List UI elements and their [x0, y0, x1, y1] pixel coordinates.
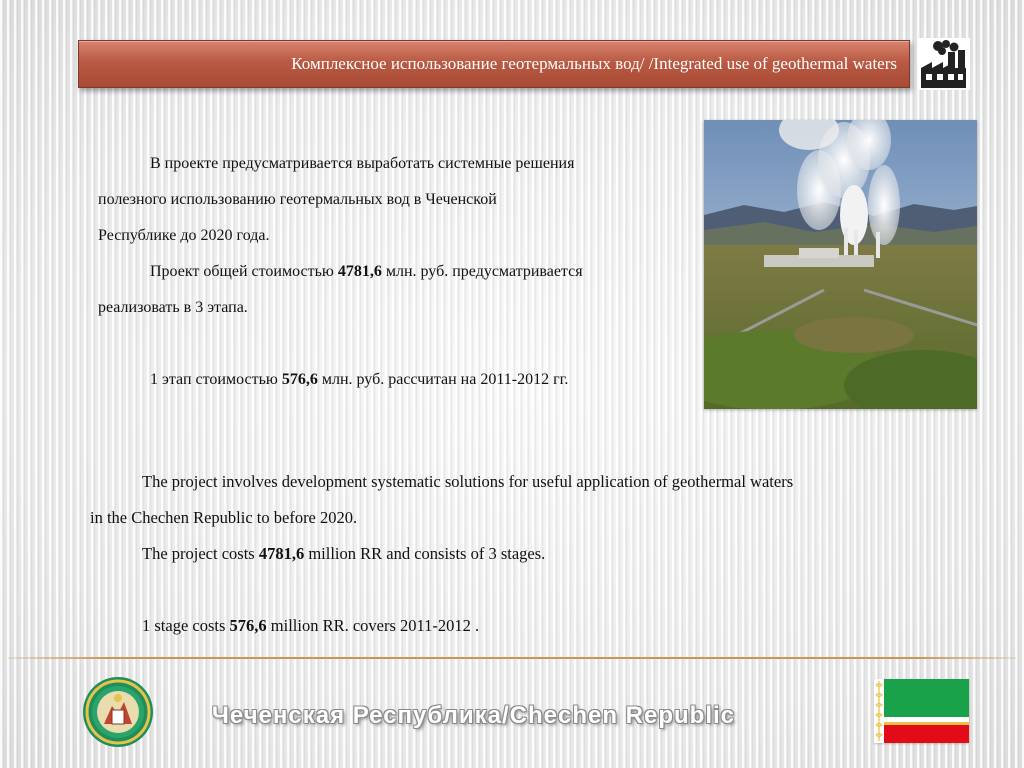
ru-paragraph-2-line-1 — [98, 254, 698, 290]
slide-title-bar — [78, 40, 910, 88]
ru-paragraph-2-line-2: реализовать в 3 этапа. — [98, 299, 248, 316]
geothermal-plant-photo — [704, 120, 977, 409]
footer-title: Чеченская Республика/Chechen Republic — [212, 702, 736, 729]
en-paragraph-2 — [90, 536, 950, 572]
en-paragraph-1-line-1: The project involves development systematic solutions for useful application of geothermal waters — [142, 472, 794, 491]
ru-stage-cost-value: 576,6 — [281, 371, 318, 388]
en-total-cost-value: 4781,6 — [258, 544, 305, 563]
ru-paragraph-3 — [98, 362, 698, 398]
ru-stage-cost-label: 1 этап стоимостью — [150, 371, 282, 388]
english-description — [90, 464, 950, 644]
ru-total-cost-value: 4781,6 — [337, 263, 382, 280]
en-total-cost-label: The project costs — [142, 544, 259, 563]
ru-total-cost-suffix: млн. руб. предусматривается — [381, 263, 583, 280]
en-stage-cost-label: 1 stage costs — [142, 616, 230, 635]
en-total-cost-suffix: million RR and consists of 3 stages. — [304, 544, 546, 563]
en-paragraph-1-line-2: in the Chechen Republic to before 2020. — [90, 508, 358, 527]
en-paragraph-3 — [90, 608, 950, 644]
footer-divider — [8, 657, 1016, 659]
russian-description — [98, 146, 698, 398]
factory-icon — [918, 38, 970, 90]
en-stage-cost-value: 576,6 — [229, 616, 267, 635]
chechen-flag — [874, 679, 969, 743]
ru-paragraph-1-line-1: В проекте предусматривается выработать системные решения — [150, 155, 575, 172]
en-stage-cost-suffix: million RR. covers 2011-2012 . — [266, 616, 480, 635]
ru-paragraph-1-line-2: полезного использованию геотермальных вод в Чеченской — [98, 191, 497, 208]
ru-paragraph-1-line-3: Республике до 2020 года. — [98, 227, 270, 244]
coat-of-arms-emblem — [82, 676, 154, 748]
ru-total-cost-label: Проект общей стоимостью — [150, 263, 338, 280]
slide-title: Комплексное использование геотермальных вод/ /Integrated use of geothermal waters — [291, 54, 897, 73]
ru-stage-cost-suffix: млн. руб. рассчитан на 2011-2012 гг. — [317, 371, 569, 388]
